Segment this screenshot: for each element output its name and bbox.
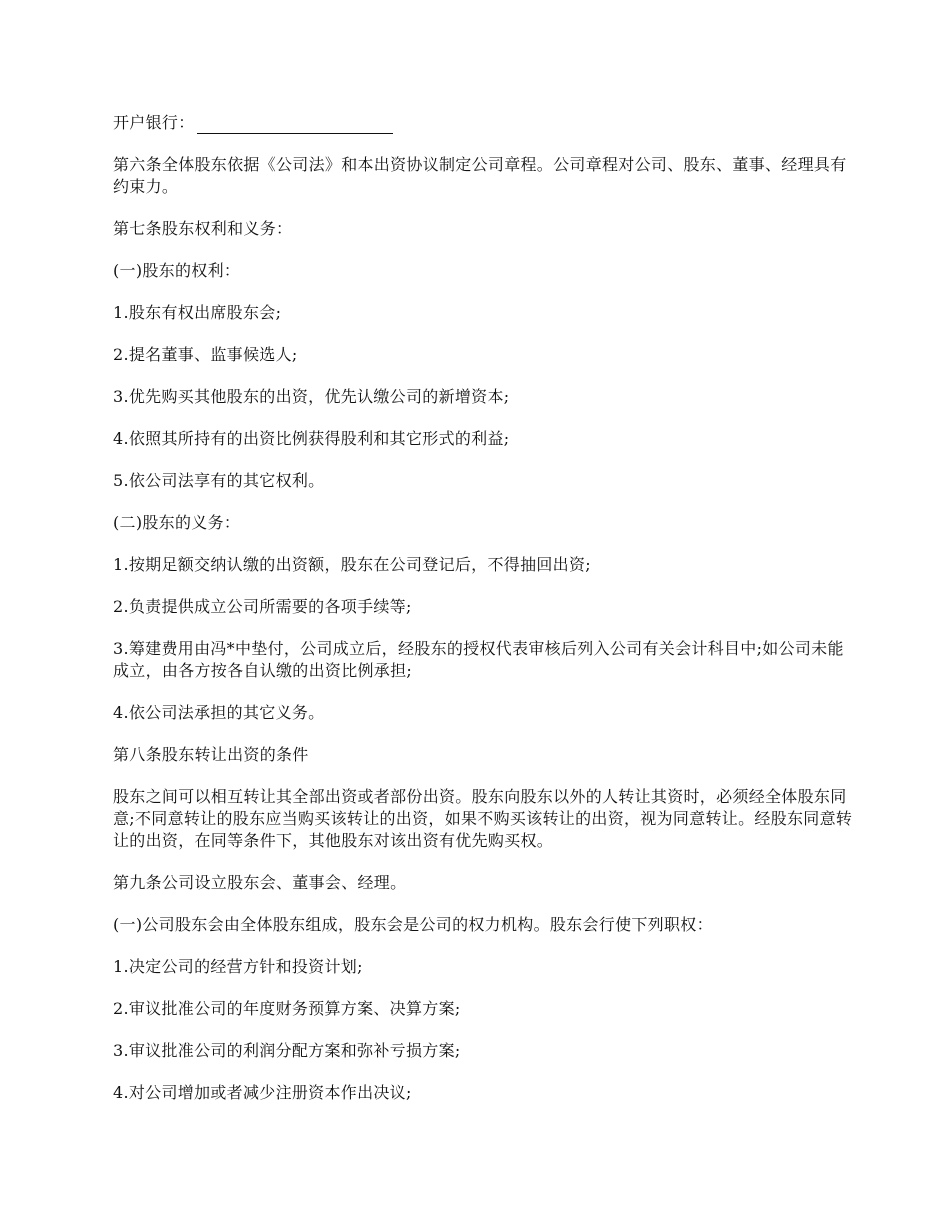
obligations-heading: (二)股东的义务：: [113, 513, 241, 532]
article-8-heading: 第八条股东转让出资的条件: [113, 745, 309, 764]
right-item-4: 4.依照其所持有的出资比例获得股利和其它形式的利益;: [113, 429, 510, 448]
power-item-1: 1.决定公司的经营方针和投资计划;: [113, 957, 363, 976]
right-item-3: 3.优先购买其他股东的出资，优先认缴公司的新增资本;: [113, 387, 510, 406]
article-8-body: 股东之间可以相互转让其全部出资或者部份出资。股东向股东以外的人转让其资时，必须经全体股东同意;不同意转让的股东应当购买该转让的出资，如果不购买该转让的出资，视为同意转让。经股东同意转让的出资，在同等条件下，其他股东对该出资有优先购买权。: [113, 787, 853, 850]
power-item-2: 2.审议批准公司的年度财务预算方案、决算方案;: [113, 999, 461, 1018]
bank-label: 开户银行：: [113, 113, 195, 132]
right-item-5: 5.依公司法享有的其它权利。: [113, 471, 325, 490]
obligation-item-3: 3.筹建费用由冯*中垫付，公司成立后，经股东的授权代表审核后列入公司有关会计科目中;如公司未能成立，由各方按各自认缴的出资比例承担;: [113, 639, 844, 680]
power-item-4: 4.对公司增加或者减少注册资本作出决议;: [113, 1083, 412, 1102]
document-page: [113, 112, 853, 1124]
article-9-heading: 第九条公司设立股东会、董事会、经理。: [113, 873, 407, 892]
obligation-item-2: 2.负责提供成立公司所需要的各项手续等;: [113, 597, 412, 616]
rights-heading: (一)股东的权利：: [113, 261, 241, 280]
obligation-item-1: 1.按期足额交纳认缴的出资额，股东在公司登记后，不得抽回出资;: [113, 555, 591, 574]
obligation-item-4: 4.依公司法承担的其它义务。: [113, 703, 325, 722]
article-6: 第六条全体股东依据《公司法》和本出资协议制定公司章程。公司章程对公司、股东、董事、经理具有约束力。: [113, 155, 847, 196]
shareholders-meeting-paragraph: (一)公司股东会由全体股东组成，股东会是公司的权力机构。股东会行使下列职权：: [113, 915, 713, 934]
bank-blank-field: [197, 115, 393, 134]
right-item-2: 2.提名董事、监事候选人;: [113, 345, 298, 364]
power-item-3: 3.审议批准公司的利润分配方案和弥补亏损方案;: [113, 1041, 461, 1060]
right-item-1: 1.股东有权出席股东会;: [113, 303, 282, 322]
bank-line: [113, 112, 853, 134]
article-7-heading: 第七条股东权利和义务：: [113, 219, 293, 238]
